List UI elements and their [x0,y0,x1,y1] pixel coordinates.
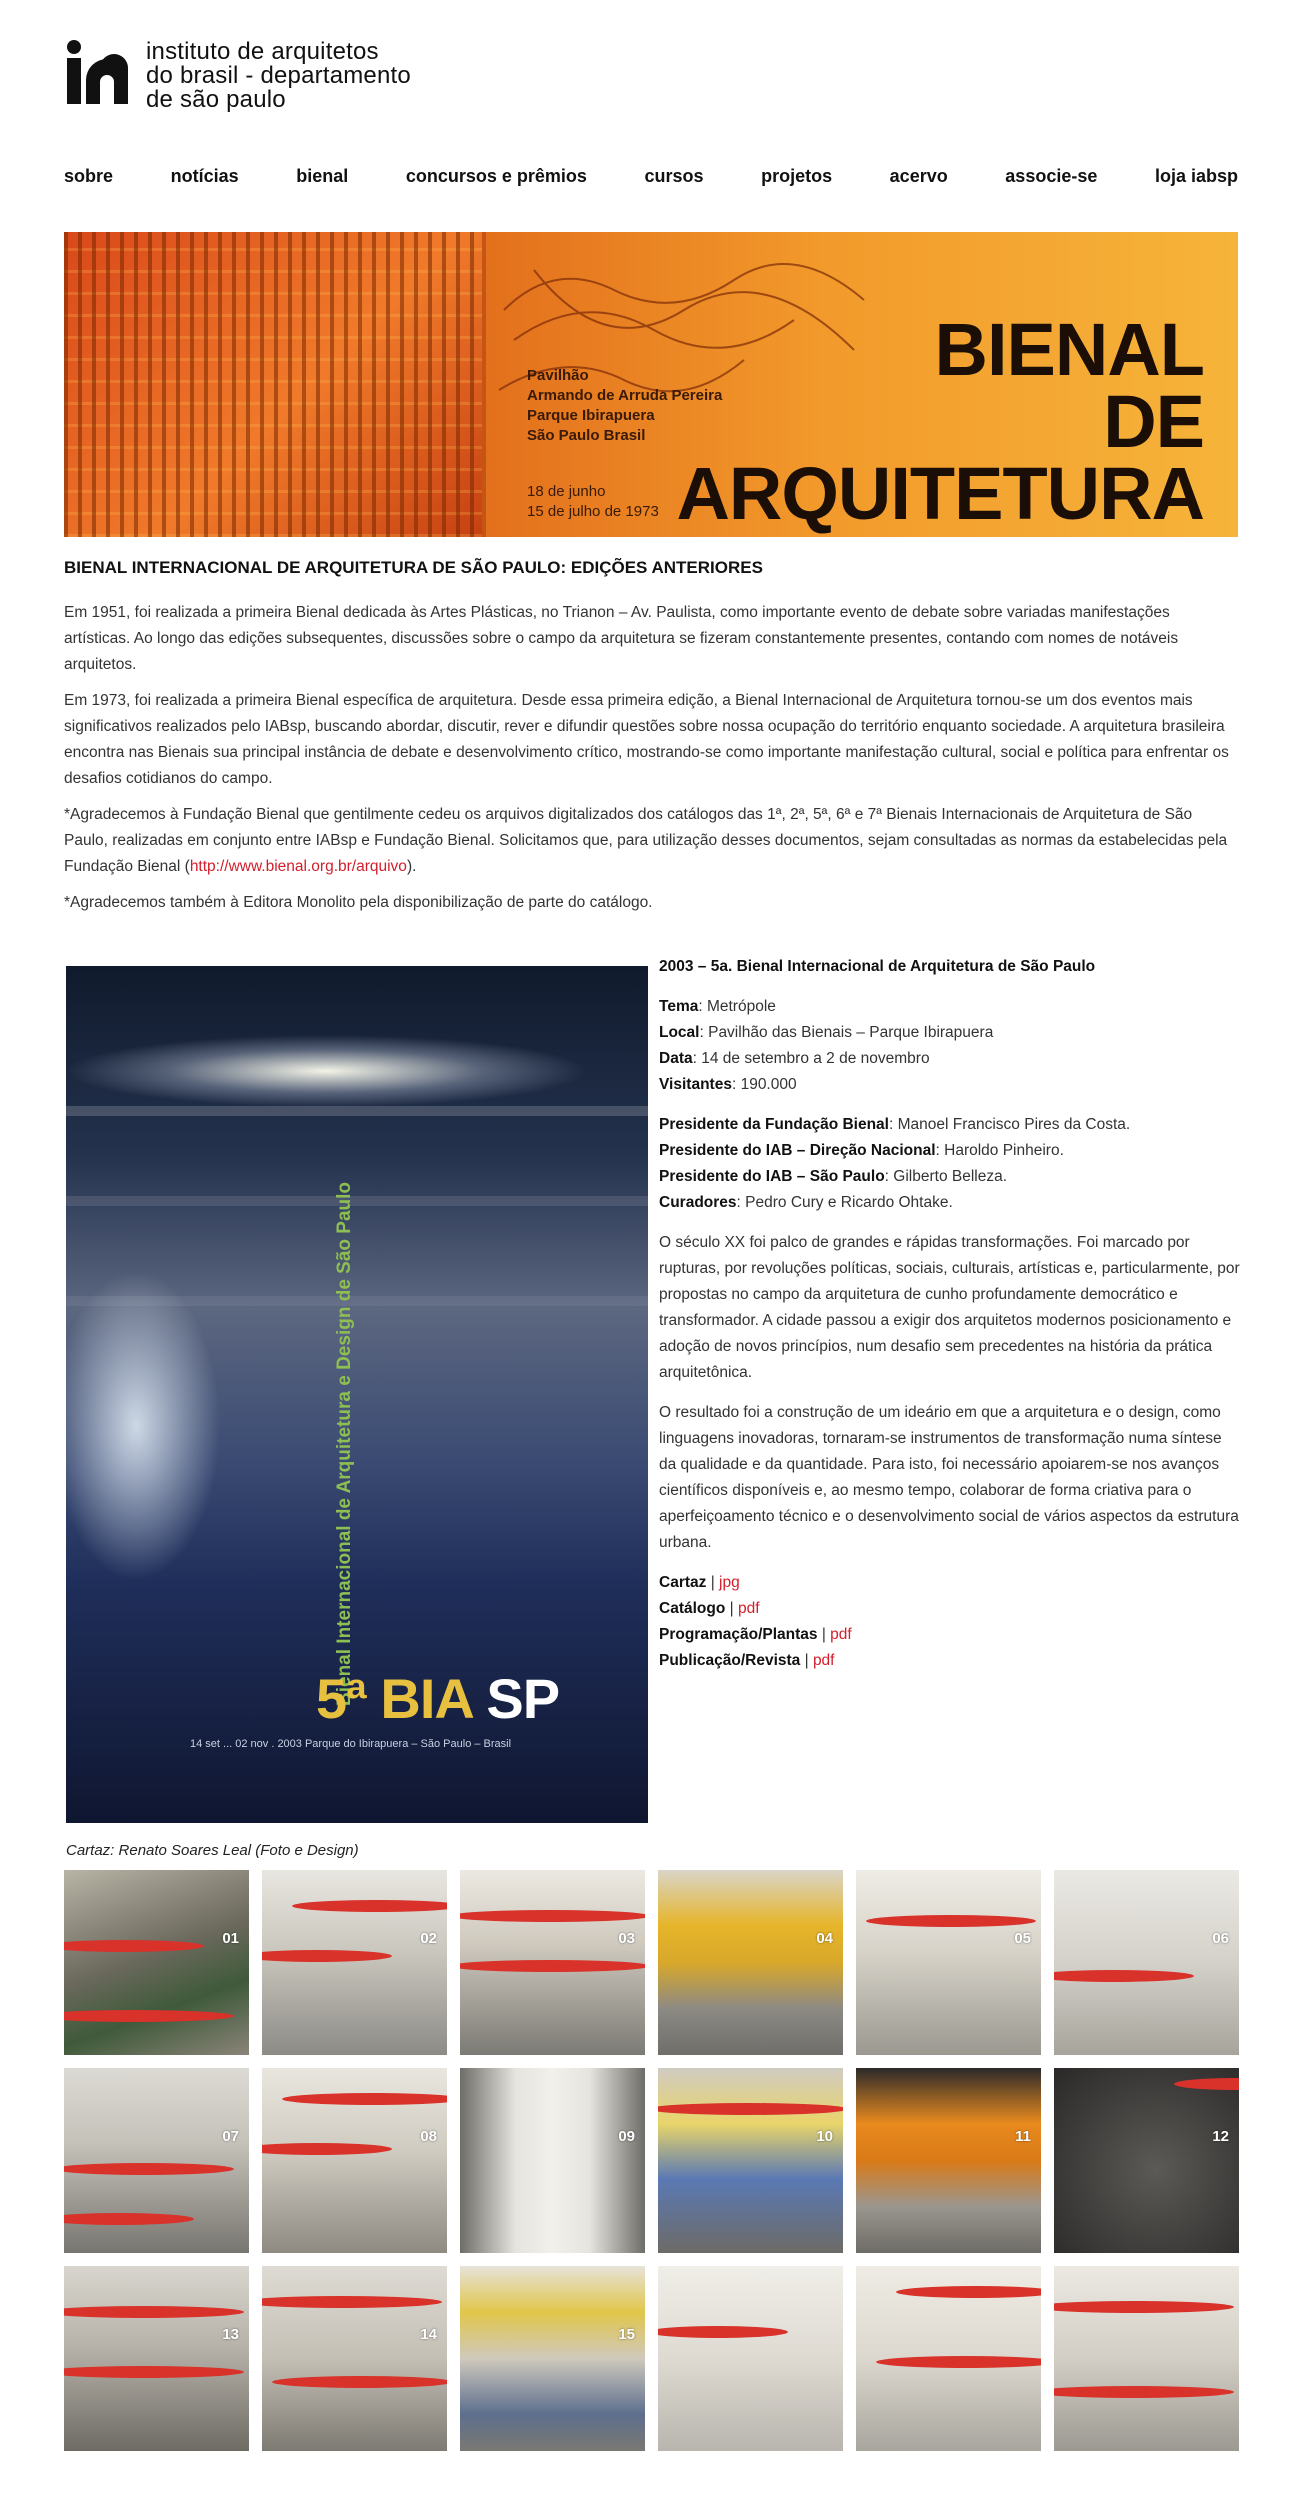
gallery-thumb[interactable] [1054,2068,1239,2253]
banner-title-line: BIENAL [934,308,1204,391]
download-programacao [659,1622,1241,1648]
logo-line-1: instituto de arquitetos [146,38,379,65]
nav-projetos[interactable]: projetos [761,166,833,186]
ramp-shape [64,2213,194,2225]
download-publicacao-pdf-link[interactable]: pdf [812,1652,835,1669]
edition-details [659,954,1241,1674]
gallery-thumb[interactable] [658,2068,843,2253]
download-label: Programação/Plantas [659,1626,818,1643]
site-logo[interactable] [64,40,411,112]
intro-p3-end: ). [406,858,417,875]
intro-paragraph-3 [64,802,1238,880]
poster-light-streak [66,1296,648,1306]
ramp-shape [876,2356,1041,2368]
thumb-number: 12 [1212,2128,1229,2145]
download-cartaz [659,1570,1241,1596]
ramp-shape [64,2306,244,2318]
gallery-thumb[interactable] [262,2068,447,2253]
person-fundacao: Presidente da Fundação Bienal: Manoel Francisco Pires da Costa. [659,1116,1131,1133]
thumb-number: 11 [1015,2128,1031,2145]
gallery-thumb[interactable] [64,2068,249,2253]
gallery-thumb[interactable] [856,2068,1041,2253]
fact-label: Tema [659,998,699,1015]
fact-visitantes: Visitantes: 190.000 [659,1076,797,1093]
gallery-thumb[interactable] [460,2068,645,2253]
download-sep: | [725,1600,738,1617]
logo-line-2: do brasil - departamento [146,62,411,89]
nav-loja[interactable]: loja iabsp [1154,166,1238,186]
edition-heading: 2003 – 5a. Bienal Internacional de Arquitetura de São Paulo [659,958,1096,975]
person-value: Haroldo Pinheiro. [939,1142,1064,1159]
poster-meta: 14 set ... 02 nov . 2003 Parque do Ibirapuera – São Paulo – Brasil [190,1738,512,1750]
gallery-thumb[interactable] [262,1870,447,2055]
banner-title [676,308,1204,535]
ramp-shape [64,1940,204,1952]
intro-paragraph-4: *Agradecemos também à Editora Monolito pela disponibilização de parte do catálogo. [64,894,653,911]
ramp-shape [292,1900,447,1912]
edition-people [659,1112,1241,1216]
iab-logo-icon [64,40,128,104]
thumb-number: 10 [816,2128,833,2145]
ramp-shape [262,1950,392,1962]
thumb-number: 04 [816,1930,833,1947]
gallery-thumb[interactable] [64,1870,249,2055]
ramp-shape [1174,2078,1239,2090]
thumb-number: 13 [222,2326,239,2343]
thumb-number: 09 [618,2128,635,2145]
poster-vertical-title: Bienal Internacional de Arquitetura e Design de São Paulo [334,1181,355,1706]
poster-logo-sp: SP [486,1667,560,1730]
intro-paragraph-2: Em 1973, foi realizada a primeira Bienal específica de arquitetura. Desde essa primeira edição, a Bienal Internacional de Arquitetura tornou-se um dos eventos mais significativos realizados pelo IABsp, buscando abordar, discutir, rever e difundir questões sobre nossa ocupação do território enquanto sociedade. A arquitetura brasileira encontra nas Bienais sua principal instância de debate e desenvolvimento crítico, mostrando-se como importante manifestação cultural, social e política para enfrentar os desafios cotidianos do campo. [64,692,1229,787]
banner-title-line: ARQUITETURA [676,452,1204,535]
download-publicacao [659,1648,1241,1674]
gallery-thumb[interactable] [460,1870,645,2055]
ramp-shape [460,1960,645,1972]
person-iab-nacional: Presidente do IAB – Direção Nacional: Haroldo Pinheiro. [659,1142,1064,1159]
fact-value: 190.000 [736,1076,797,1093]
bienal-banner [64,232,1238,537]
gallery-thumb[interactable] [1054,1870,1239,2055]
banner-info-line: Armando de Arruda Pereira [527,387,723,404]
poster-light-streak [66,1106,648,1116]
download-sep: | [800,1652,813,1669]
gallery-thumb[interactable] [262,2266,447,2451]
person-value: Gilberto Belleza. [888,1168,1008,1185]
ramp-shape [64,2366,244,2378]
nav-bienal[interactable]: bienal [296,166,349,186]
person-label: Presidente do IAB – Direção Nacional [659,1142,936,1159]
nav-concursos[interactable]: concursos e prêmios [405,166,587,186]
nav-noticias[interactable]: notícias [170,166,239,186]
download-label: Publicação/Revista [659,1652,801,1669]
fact-label: Visitantes [659,1076,732,1093]
ramp-shape [64,2163,234,2175]
ramp-shape [1054,2386,1234,2398]
fact-tema: Tema: Metrópole [659,998,776,1015]
edition-text-2: O resultado foi a construção de um ideário em que a arquitetura e o design, como linguagens inovadoras, tornaram-se instrumentos de transformação numa síntese da qualidade e da quantidade. Para isto, foi necessário apoiarem-se nos avanços científicos disponíveis e, ao mesmo tempo, colaborar de forma criativa para o aperfeiçoamento técnico e o desenvolvimento social de vários aspectos da estrutura urbana. [659,1404,1239,1551]
nav-associe-se[interactable]: associe-se [1005,166,1098,186]
gallery-thumb[interactable] [658,1870,843,2055]
fact-label: Local [659,1024,700,1041]
fact-value: Metrópole [702,998,776,1015]
ramp-shape [272,2376,447,2388]
ramp-shape [1054,2301,1234,2313]
thumb-number: 15 [618,2326,635,2343]
person-iab-sp: Presidente do IAB – São Paulo: Gilberto Belleza. [659,1168,1008,1185]
nav-sobre[interactable]: sobre [64,166,114,186]
person-label: Presidente da Fundação Bienal [659,1116,889,1133]
gallery-thumb[interactable] [64,2266,249,2451]
thumb-number: 14 [420,2326,437,2343]
logo-text [146,40,411,112]
ramp-shape [460,1910,645,1922]
download-sep: | [706,1574,720,1591]
poster-caption: Cartaz: Renato Soares Leal (Foto e Design) [66,1842,359,1859]
person-label: Presidente do IAB – São Paulo [659,1168,885,1185]
banner-title-line: DE [1103,380,1204,463]
edition-downloads [659,1570,1241,1674]
intro-paragraph-1: Em 1951, foi realizada a primeira Bienal dedicada às Artes Plásticas, no Trianon – Av. Paulista, como importante evento de debate sobre variadas manifestações artísticas. Ao longo das edições subsequentes, discussões sobre o campo da arquitetura se fizeram constantemente presentes, contando com nomes de notáveis arquitetos. [64,604,1179,673]
poster-logo [316,1666,559,1731]
gallery-thumb[interactable] [460,2266,645,2451]
ramp-shape [866,1915,1036,1927]
banner-building-image [64,232,486,537]
ramp-shape [282,2093,447,2105]
poster-light-streak [66,1196,648,1206]
thumb-number: 06 [1212,1930,1229,1947]
thumb-number: 03 [618,1930,635,1947]
banner-info-line: São Paulo Brasil [527,427,646,444]
person-label: Curadores [659,1194,737,1211]
banner-info-line: Pavilhão [527,367,589,384]
ramp-shape [1054,1970,1194,1982]
gallery-thumb[interactable] [856,1870,1041,2055]
thumb-number: 01 [222,1930,239,1947]
banner-date-line: 15 de julho de 1973 [527,503,659,520]
download-catalogo-pdf-link[interactable]: pdf [737,1600,760,1617]
intro-text [64,600,1238,926]
thumb-number: 02 [420,1930,437,1947]
download-cartaz-jpg-link[interactable]: jpg [719,1574,740,1591]
fundacao-bienal-archive-link[interactable]: http://www.bienal.org.br/arquivo [189,858,407,875]
thumb-number: 07 [222,2128,239,2145]
intro-p3-text: *Agradecemos à Fundação Bienal que gentilmente cedeu os arquivos digitalizados dos catálogos das 1ª, 2ª, 5ª, 6ª e 7ª Bienais Internacionais de Arquitetura de São Paulo, realizadas em conjunto entre IABsp e Fundação Bienal. Solicitamos que, para utilização desses documentos, sejam consultadas as normas da estabelecidas pela Fundação Bienal ( [64,806,1228,875]
edition-facts [659,994,1241,1098]
download-label: Catálogo [659,1600,726,1617]
page-title: BIENAL INTERNACIONAL DE ARQUITETURA DE SÃO PAULO: EDIÇÕES ANTERIORES [64,558,763,577]
banner-info-line: Parque Ibirapuera [527,407,655,424]
fact-value: Pavilhão das Bienais – Parque Ibirapuera [703,1024,994,1041]
person-curadores: Curadores: Pedro Cury e Ricardo Ohtake. [659,1194,953,1211]
banner-dates [527,482,659,522]
ramp-shape [896,2286,1041,2298]
edition-text-1: O século XX foi palco de grandes e rápidas transformações. Foi marcado por rupturas, por revoluções políticas, sociais, culturais, artísticas e, particularmente, por propostas no campo da arquitetura de cunho profundamente democrático e transformador. A cidade passou a exigir dos arquitetos modernos posicionamento e adoção de novos princípios, num desafio sem precedentes na história da prática arquitetônica. [659,1234,1240,1381]
ramp-shape [262,2296,442,2308]
logo-line-3: de são paulo [146,86,286,113]
main-nav [64,166,1238,187]
fact-value: 14 de setembro a 2 de novembro [696,1050,930,1067]
nav-acervo[interactable]: acervo [889,166,948,186]
nav-cursos[interactable]: cursos [644,166,704,186]
ramp-shape [658,2326,788,2338]
photo-gallery [64,1870,1238,2451]
person-value: Pedro Cury e Ricardo Ohtake. [740,1194,953,1211]
fact-data: Data: 14 de setembro a 2 de novembro [659,1050,930,1067]
download-sep: | [817,1626,831,1643]
banner-date-line: 18 de junho [527,483,606,500]
ramp-shape [64,2010,234,2022]
bienal-poster-image[interactable] [66,966,648,1823]
ramp-shape [262,2143,392,2155]
poster-logo-num: 5ª BIA [316,1667,472,1730]
download-programacao-pdf-link[interactable]: pdf [830,1626,852,1643]
gallery-thumb[interactable] [1054,2266,1239,2451]
thumb-number: 05 [1014,1930,1031,1947]
download-label: Cartaz [659,1574,707,1591]
thumb-number: 08 [420,2128,437,2145]
gallery-thumb[interactable] [658,2266,843,2451]
person-value: Manoel Francisco Pires da Costa. [893,1116,1131,1133]
fact-label: Data [659,1050,693,1067]
fact-local: Local: Pavilhão das Bienais – Parque Ibirapuera [659,1024,994,1041]
download-catalogo [659,1596,1241,1622]
gallery-thumb[interactable] [856,2266,1041,2451]
ramp-shape [658,2103,843,2115]
